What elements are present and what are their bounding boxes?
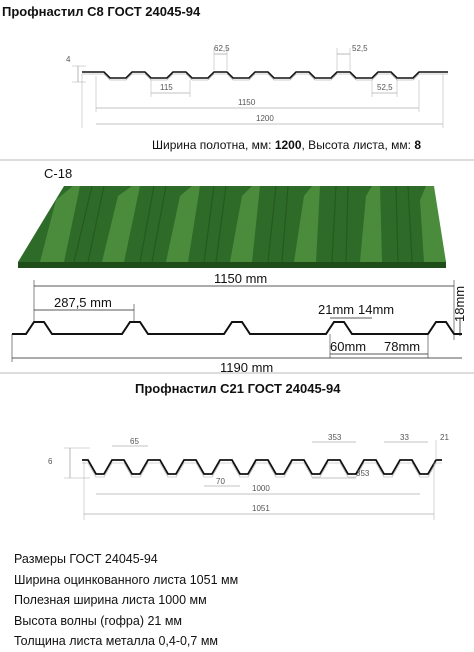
c8-title: Профнастил С8 ГОСТ 24045-94	[2, 4, 201, 19]
c21-dim-total: 1051	[252, 504, 270, 513]
spec-line: Толщина листа металла 0,4-0,7 мм	[14, 634, 219, 648]
spec-line: Размеры ГОСТ 24045-94	[14, 552, 158, 566]
c18-dim-bottom-a: 60mm	[330, 339, 367, 354]
specs-list	[14, 549, 238, 652]
spec-line: Высота волны (гофра) 21 мм	[14, 613, 183, 628]
c8-dim-pitch: 115	[160, 83, 173, 92]
c18-sheet-image	[18, 186, 446, 268]
c21-dim-height: 6	[48, 457, 53, 466]
c18-profile-drawing	[12, 271, 467, 375]
c8-dim-bottom-right: 52,5	[377, 83, 393, 92]
spec-line: Ширина оцинкованного листа 1051 мм	[14, 572, 239, 587]
c8-dim-height: 4	[66, 55, 71, 64]
spec-line: Полезная ширина листа 1000 мм	[14, 593, 207, 607]
c21-dim-top-right-a: 353	[328, 433, 342, 442]
c8-caption-mid: , Высота листа, мм:	[301, 138, 415, 152]
c8-caption-height: 8	[414, 138, 421, 152]
c18-dim-slope: 14mm	[358, 302, 395, 317]
c18-dim-bottom-b: 78mm	[384, 339, 421, 354]
c8-caption-width: 1200	[274, 138, 302, 152]
c18-label: С-18	[44, 166, 73, 181]
c8-profile-drawing	[66, 44, 448, 128]
c18-dim-top: 21mm	[318, 302, 355, 317]
c21-profile-drawing	[48, 433, 449, 520]
c21-dim-useful: 1000	[252, 484, 270, 493]
c21-dim-top-right-b: 33	[400, 433, 409, 442]
c21-dim-top-left: 65	[130, 437, 139, 446]
c8-profile-line	[82, 72, 448, 78]
c8-dim-total: 1200	[256, 114, 274, 123]
c8-dim-useful: 1150	[238, 98, 256, 107]
c8-dim-top-left: 62,5	[214, 44, 230, 53]
c8-caption	[152, 138, 421, 152]
c18-dim-pitch: 287,5 mm	[54, 295, 112, 310]
c8-dim-top-right: 52,5	[352, 44, 368, 53]
c21-dim-top-right-c: 21	[440, 433, 449, 442]
c18-dim-total: 1190 mm	[220, 360, 274, 375]
c21-dim-pitch: 70	[216, 477, 225, 486]
c18-dim-height: 18mm	[452, 285, 467, 322]
c21-dim-bottom-right: 353	[356, 469, 370, 478]
c21-title: Профнастил С21 ГОСТ 24045-94	[135, 381, 341, 396]
c8-caption-prefix: Ширина полотна, мм:	[152, 138, 275, 152]
c18-dim-useful: 1150 mm	[214, 271, 268, 286]
